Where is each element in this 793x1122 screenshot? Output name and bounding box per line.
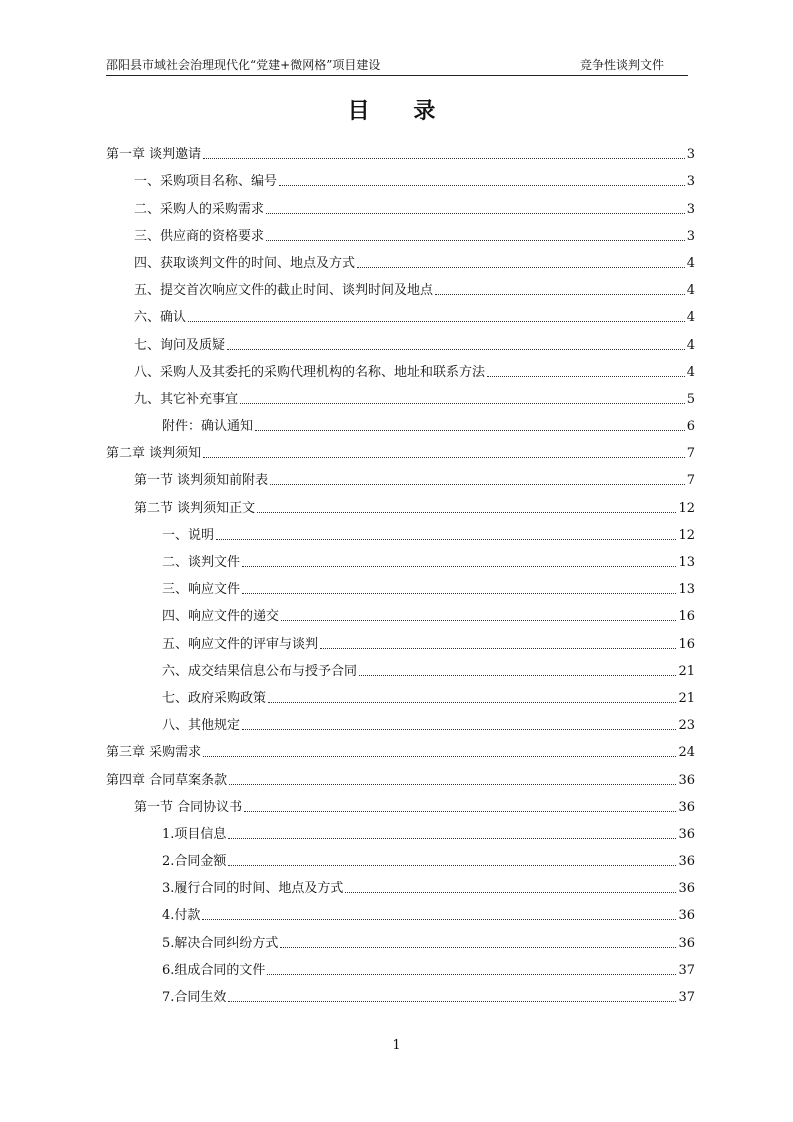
- page-number: 1: [392, 1038, 401, 1053]
- toc-entry-label: 2.合同金额: [162, 854, 227, 870]
- toc-dot-leader: [487, 375, 685, 377]
- toc-entry[interactable]: [106, 708, 695, 735]
- toc-entry-label: 第一节 合同协议书: [134, 799, 243, 815]
- toc-entry-page: 36: [678, 799, 695, 815]
- toc-entry-page: 3: [686, 228, 695, 244]
- toc-title: 目 录: [347, 98, 454, 124]
- toc-entry-label: 第一章 谈判邀请: [106, 147, 202, 163]
- toc-entry-page: 36: [678, 908, 695, 924]
- toc-dot-leader: [216, 538, 676, 540]
- toc-entry-page: 21: [678, 663, 695, 679]
- toc-entry[interactable]: [106, 790, 695, 817]
- toc-entry-label: 三、供应商的资格要求: [134, 228, 265, 244]
- toc-entry[interactable]: [106, 327, 695, 354]
- toc-entry-label: 第一节 谈判须知前附表: [134, 473, 269, 489]
- toc-entry-page: 37: [678, 990, 695, 1005]
- toc-entry[interactable]: [106, 599, 695, 626]
- toc-entry[interactable]: [106, 871, 695, 898]
- toc-entry-label: 五、提交首次响应文件的截止时间、谈判时间及地点: [134, 283, 434, 299]
- toc-entry-label: 7.合同生效: [162, 990, 227, 1005]
- toc-dot-leader: [227, 348, 685, 350]
- toc-entry[interactable]: [106, 980, 695, 1007]
- toc-dot-leader: [435, 293, 685, 295]
- toc-entry-page: 37: [678, 962, 695, 978]
- toc-dot-leader: [242, 728, 676, 730]
- toc-entry[interactable]: [106, 953, 695, 980]
- toc-entry[interactable]: [106, 654, 695, 681]
- table-of-contents: [106, 137, 695, 1007]
- toc-entry[interactable]: [106, 300, 695, 327]
- toc-entry[interactable]: [106, 518, 695, 545]
- toc-entry-page: 3: [686, 201, 695, 217]
- toc-entry-label: 第二节 谈判须知正文: [134, 500, 256, 516]
- toc-entry[interactable]: [106, 164, 695, 191]
- toc-dot-leader: [357, 266, 685, 268]
- toc-dot-leader: [268, 701, 676, 703]
- toc-dot-leader: [244, 810, 676, 812]
- toc-dot-leader: [203, 456, 685, 458]
- toc-dot-leader: [228, 837, 676, 839]
- toc-entry-label: 三、响应文件: [162, 582, 241, 598]
- toc-dot-leader: [240, 402, 685, 404]
- toc-dot-leader: [280, 946, 676, 948]
- toc-dot-leader: [266, 239, 685, 241]
- toc-entry[interactable]: [106, 273, 695, 300]
- toc-dot-leader: [228, 1000, 676, 1002]
- toc-entry-label: 附件：确认通知: [162, 419, 254, 435]
- toc-entry-page: 6: [686, 419, 695, 435]
- header-document-type: 竞争性谈判文件: [579, 58, 664, 72]
- toc-dot-leader: [255, 429, 685, 431]
- toc-dot-leader: [320, 647, 676, 649]
- toc-entry-label: 六、成交结果信息公布与授予合同: [162, 663, 358, 679]
- toc-entry-label: 九、其它补充事宜: [134, 391, 239, 407]
- toc-entry-page: 4: [686, 337, 695, 353]
- toc-dot-leader: [279, 184, 685, 186]
- toc-dot-leader: [202, 918, 676, 920]
- toc-entry[interactable]: [106, 681, 695, 708]
- toc-entry-page: 16: [678, 609, 695, 625]
- toc-entry-page: 12: [678, 527, 695, 543]
- toc-entry-page: 23: [678, 718, 695, 734]
- page-header: [106, 57, 688, 76]
- toc-entry[interactable]: [106, 735, 695, 762]
- toc-dot-leader: [270, 483, 685, 485]
- toc-dot-leader: [203, 157, 685, 159]
- toc-entry[interactable]: [106, 137, 695, 164]
- toc-dot-leader: [188, 320, 685, 322]
- toc-entry[interactable]: [106, 246, 695, 273]
- toc-entry-label: 第二章 谈判须知: [106, 446, 202, 462]
- toc-entry[interactable]: [106, 925, 695, 952]
- toc-entry-page: 4: [686, 283, 695, 299]
- toc-dot-leader: [345, 891, 676, 893]
- toc-dot-leader: [203, 755, 676, 757]
- toc-entry-label: 一、采购项目名称、编号: [134, 174, 278, 190]
- toc-entry[interactable]: [106, 463, 695, 490]
- toc-entry[interactable]: [106, 898, 695, 925]
- toc-entry-page: 3: [686, 174, 695, 190]
- toc-entry-label: 四、响应文件的递交: [162, 609, 280, 625]
- toc-dot-leader: [242, 592, 676, 594]
- toc-entry-label: 七、政府采购政策: [162, 690, 267, 706]
- toc-entry-page: 4: [686, 310, 695, 326]
- toc-entry-page: 36: [678, 881, 695, 897]
- toc-entry-page: 36: [678, 935, 695, 951]
- toc-entry-label: 4.付款: [162, 908, 201, 924]
- toc-entry[interactable]: [106, 545, 695, 572]
- toc-entry-label: 1.项目信息: [162, 826, 227, 842]
- toc-entry-label: 四、获取谈判文件的时间、地点及方式: [134, 255, 356, 271]
- toc-entry-page: 3: [686, 147, 695, 163]
- toc-entry-page: 4: [686, 255, 695, 271]
- toc-dot-leader: [267, 973, 676, 975]
- toc-dot-leader: [229, 783, 676, 785]
- toc-entry[interactable]: [106, 844, 695, 871]
- toc-entry-page: 7: [686, 473, 695, 489]
- toc-entry[interactable]: [106, 762, 695, 789]
- toc-dot-leader: [228, 864, 676, 866]
- toc-entry[interactable]: [106, 626, 695, 653]
- toc-dot-leader: [257, 511, 676, 513]
- toc-entry-page: 36: [678, 772, 695, 788]
- toc-entry-label: 八、采购人及其委托的采购代理机构的名称、地址和联系方法: [134, 364, 486, 380]
- toc-entry-label: 第四章 合同草案条款: [106, 772, 228, 788]
- toc-entry[interactable]: [106, 219, 695, 246]
- toc-dot-leader: [242, 565, 676, 567]
- toc-entry-label: 八、其他规定: [162, 718, 241, 734]
- toc-entry-label: 3.履行合同的时间、地点及方式: [162, 881, 344, 897]
- toc-entry-label: 二、谈判文件: [162, 555, 241, 570]
- toc-entry-label: 第三章 采购需求: [106, 745, 202, 761]
- toc-entry-page: 5: [686, 391, 695, 407]
- toc-entry-label: 五、响应文件的评审与谈判: [162, 636, 319, 652]
- toc-entry-label: 七、询问及质疑: [134, 337, 226, 353]
- toc-entry[interactable]: [106, 191, 695, 218]
- toc-entry[interactable]: [106, 436, 695, 463]
- toc-entry[interactable]: [106, 382, 695, 409]
- toc-entry-label: 六、确认: [134, 310, 187, 326]
- toc-entry-page: 36: [678, 826, 695, 842]
- toc-entry[interactable]: [106, 355, 695, 382]
- toc-dot-leader: [266, 212, 685, 214]
- toc-entry-page: 4: [686, 364, 695, 380]
- toc-entry-label: 6.组成合同的文件: [162, 962, 266, 978]
- toc-entry-page: 7: [686, 446, 695, 462]
- header-project-name: 邵阳县市域社会治理现代化“党建+微网格”项目建设: [106, 58, 381, 72]
- toc-entry-label: 5.解决合同纠纷方式: [162, 935, 279, 951]
- toc-entry[interactable]: [106, 409, 695, 436]
- toc-entry[interactable]: [106, 490, 695, 517]
- toc-entry-page: 36: [678, 854, 695, 870]
- toc-entry-label: 二、采购人的采购需求: [134, 201, 265, 217]
- toc-dot-leader: [359, 674, 676, 676]
- toc-entry-page: 24: [678, 745, 695, 761]
- toc-entry-page: 13: [678, 582, 695, 598]
- toc-entry[interactable]: [106, 572, 695, 599]
- toc-entry-page: 13: [678, 555, 695, 570]
- toc-entry-page: 12: [678, 500, 695, 516]
- toc-entry-label: 一、说明: [162, 527, 215, 543]
- toc-entry-page: 16: [678, 636, 695, 652]
- toc-entry-page: 21: [678, 690, 695, 706]
- toc-entry[interactable]: [106, 817, 695, 844]
- toc-dot-leader: [281, 619, 676, 621]
